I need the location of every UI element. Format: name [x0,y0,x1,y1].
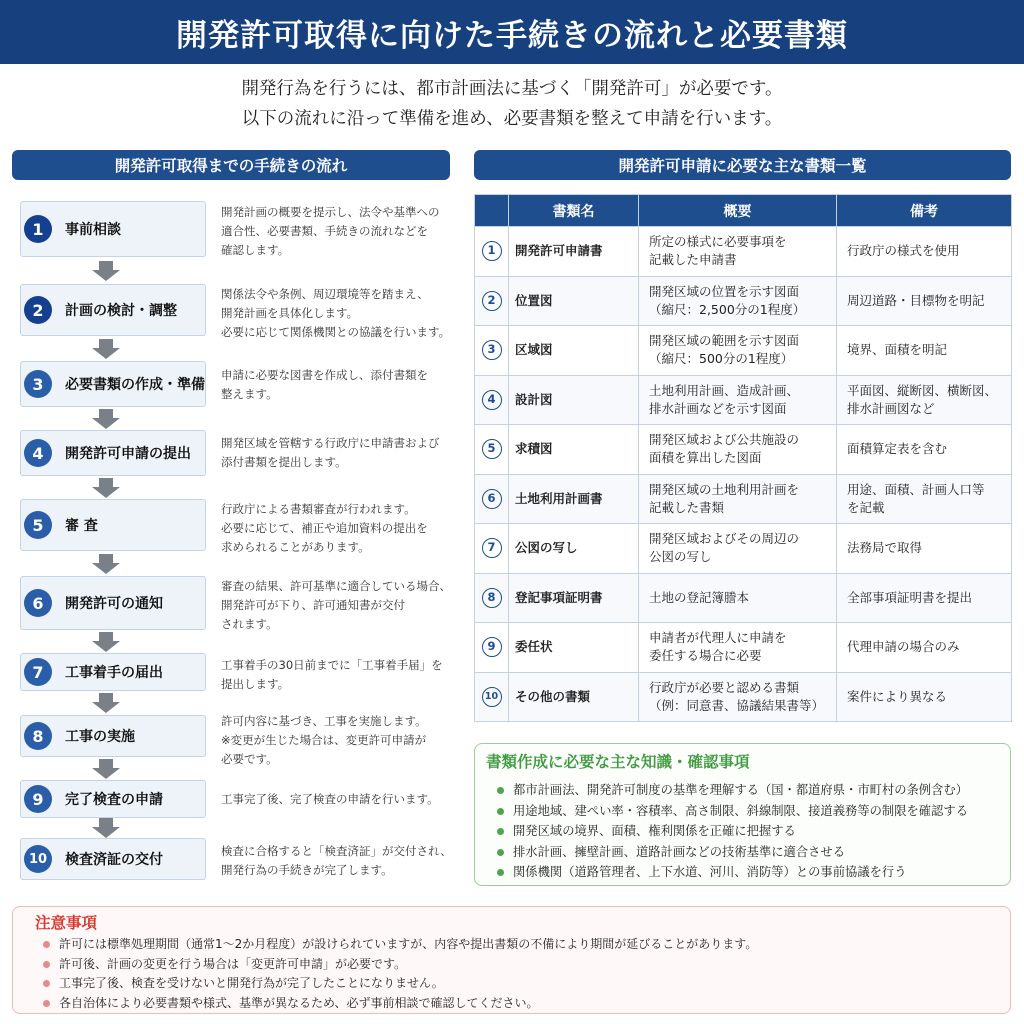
document-name-cell: 設計図 [509,375,639,425]
row-number-badge: 10 [482,687,502,707]
table-row [475,672,1012,722]
summary-line: （縮尺：500分の1程度） [649,351,794,367]
step-description-line: 関係法令や条例、周辺環境等を踏まえ、 [221,287,429,301]
summary-line: （縮尺：2,500分の1程度） [649,301,806,317]
page-header [0,0,1024,64]
caution-item: 各自治体により必要書類や様式、基準が異なるため、必ず事前相談で確認してください。 [43,994,757,1014]
step-description [221,656,457,694]
flow-arrow-icon [92,339,120,359]
step-description-line: 工事着手の30日前までに「工事着手届」を [221,658,443,672]
flow-arrow-icon [92,693,120,713]
step-description-line: ※変更が生じた場合は、変更許可申請が [221,733,427,747]
document-note-cell [837,474,1012,524]
summary-line: 排水計画などを示す図面 [649,400,787,416]
row-number-cell [475,326,509,376]
summary-line: 開発区域の位置を示す図面 [649,283,800,299]
note-line: 案件により異なる [847,688,948,704]
note-line: 代理申請の場合のみ [847,639,960,655]
step-description-line: 必要に応じて関係機関との協議を行います。 [221,325,451,339]
intro-text [0,74,1024,134]
row-number-badge: 2 [482,291,502,311]
step-description-line: 開発区域を管轄する行政庁に申請書および [221,436,440,450]
row-number-badge: 1 [482,241,502,261]
column-header-note: 備考 [837,195,1012,227]
step-number-badge: 9 [24,785,52,813]
note-line: 周辺道路・目標物を明記 [847,292,985,308]
row-number-badge: 4 [482,390,502,410]
row-number-cell [475,672,509,722]
document-name-cell: 区域図 [509,326,639,376]
note-line: 面積算定表を含む [847,441,948,457]
table-row [475,623,1012,673]
flow-step-9 [20,780,206,818]
document-note-cell [837,623,1012,673]
document-note-cell [837,672,1012,722]
knowledge-list [497,780,968,883]
summary-line: 申請者が代理人に申請を [649,630,787,646]
step-label: 完了検査の申請 [65,792,163,808]
step-description [221,842,457,880]
flow-step-6 [20,576,206,630]
row-number-badge: 9 [482,637,502,657]
table-row [475,375,1012,425]
step-description-line: 添付書類を提出します。 [221,455,347,469]
step-description-line: 開発計画を具体化します。 [221,306,359,320]
summary-line: 委任する場合に必要 [649,648,762,664]
step-number-badge: 3 [24,370,52,398]
flow-arrow-icon [92,261,120,281]
flow-arrow-icon [92,554,120,574]
caution-item: 許可後、計画の変更を行う場合は「変更許可申請」が必要です。 [43,955,757,975]
documents-section-heading: 開発許可申請に必要な主な書類一覧 [474,150,1011,180]
document-note-cell [837,573,1012,623]
flow-step-8 [20,715,206,757]
document-name-cell: 登記事項証明書 [509,573,639,623]
summary-line: 開発区域の土地利用計画を [649,481,800,497]
document-name-cell: 委任状 [509,623,639,673]
step-description [221,577,457,634]
step-description-line: 申請に必要な図書を作成し、添付書類を [221,368,428,382]
page-title: 開発許可取得に向けた手続きの流れと必要書類 [176,17,848,54]
documents-table [474,194,1012,722]
document-summary-cell [639,623,837,673]
step-description [221,500,457,557]
note-line: 全部事項証明書を提出 [847,589,973,605]
row-number-badge: 8 [482,588,502,608]
step-description [221,366,457,404]
document-note-cell [837,375,1012,425]
flow-step-3 [20,361,206,407]
knowledge-item: 用途地域、建ぺい率・容積率、高さ制限、斜線制限、接道義務等の制限を確認する [497,801,968,822]
step-label: 必要書類の作成・準備 [65,377,205,393]
step-description [221,790,457,809]
table-row [475,524,1012,574]
step-description-line: 開発許可が下り、許可通知書が交付 [221,598,405,612]
table-row [475,474,1012,524]
summary-line: 土地の登記簿謄本 [649,589,750,605]
step-label: 計画の検討・調整 [65,303,177,319]
row-number-badge: 7 [482,538,502,558]
flow-arrow-icon [92,632,120,652]
step-number-badge: 5 [24,511,52,539]
knowledge-item: 都市計画法、開発許可制度の基準を理解する（国・都道府県・市町村の条例含む） [497,780,968,801]
flow-arrow-icon [92,759,120,779]
note-line: 境界、面積を明記 [847,342,948,358]
step-description-line: 確認します。 [221,243,290,257]
step-number-badge: 7 [24,658,52,686]
document-summary-cell [639,276,837,326]
row-number-badge: 5 [482,439,502,459]
flow-section-heading: 開発許可取得までの手続きの流れ [12,150,450,180]
flow-step-4 [20,430,206,476]
row-number-cell [475,425,509,475]
caution-item: 工事完了後、検査を受けないと開発行為が完了したことになりません。 [43,974,757,994]
note-line: を記載 [847,499,885,515]
step-number-badge: 4 [24,439,52,467]
flow-step-10 [20,838,206,880]
step-number-badge: 2 [24,296,52,324]
step-number-badge: 1 [24,215,52,243]
step-description-line: されます。 [221,617,278,631]
row-number-cell [475,573,509,623]
step-description-line: 必要に応じて、補正や追加資料の提出を [221,521,428,535]
step-label: 工事の実施 [65,729,135,745]
step-description-line: 整えます。 [221,387,278,401]
table-row [475,227,1012,277]
step-description [221,285,457,342]
column-header-name: 書類名 [509,195,639,227]
step-description-line: 審査の結果、許可基準に適合している場合、 [221,579,451,593]
summary-line: 開発区域およびその周辺の [649,531,800,547]
document-note-cell [837,524,1012,574]
row-number-cell [475,227,509,277]
step-description-line: 開発計画の概要を提示し、法令や基準への [221,205,440,219]
step-description-line: 工事完了後、完了検査の申請を行います。 [221,792,439,806]
step-description-line: 行政庁による書類審査が行われます。 [221,502,416,516]
document-name-cell: 開発許可申請書 [509,227,639,277]
step-description-line: 開発行為の手続きが完了します。 [221,863,393,877]
table-row [475,276,1012,326]
step-label: 開発許可申請の提出 [65,446,191,462]
row-number-cell [475,474,509,524]
step-label: 事前相談 [65,222,121,238]
step-description-line: 適合性、必要書類、手続きの流れなどを [221,224,428,238]
step-number-badge: 8 [24,722,52,750]
note-line: 平面図、縦断図、横断図、 [847,382,998,398]
document-note-cell [837,425,1012,475]
caution-heading: 注意事項 [35,914,98,932]
step-description [221,434,457,472]
flow-step-1 [20,201,206,257]
step-description-line: 検査に合格すると「検査済証」が交付され、 [221,844,452,858]
step-label: 工事着手の届出 [65,665,163,681]
note-line: 用途、面積、計画人口等 [847,481,985,497]
table-row [475,425,1012,475]
step-label: 検査済証の交付 [65,852,163,868]
flow-arrow-icon [92,409,120,429]
table-row [475,326,1012,376]
summary-line: 所定の様式に必要事項を [649,234,787,250]
caution-list [43,935,757,1013]
step-description [221,203,457,260]
summary-line: 開発区域および公共施設の [649,432,800,448]
row-number-badge: 3 [482,340,502,360]
summary-line: 記載した書類 [649,499,725,515]
step-description-line: 求められることがあります。 [221,540,370,554]
step-description-line: 必要です。 [221,752,278,766]
summary-line: 土地利用計画、造成計画、 [649,382,800,398]
knowledge-item: 排水計画、擁壁計画、道路計画などの技術基準に適合させる [497,842,968,863]
document-name-cell: 求積図 [509,425,639,475]
row-number-cell [475,524,509,574]
column-header-summary: 概要 [639,195,837,227]
step-number-badge: 6 [24,589,52,617]
flow-step-2 [20,284,206,336]
flow-step-7 [20,653,206,691]
knowledge-box [474,743,1011,886]
document-name-cell: その他の書類 [509,672,639,722]
row-number-cell [475,276,509,326]
document-name-cell: 土地利用計画書 [509,474,639,524]
document-name-cell: 公図の写し [509,524,639,574]
intro-line-1: 開発行為を行うには、都市計画法に基づく「開発許可」が必要です。 [241,79,783,99]
document-summary-cell [639,474,837,524]
summary-line: （例：同意書、協議結果書等） [649,697,825,713]
document-note-cell [837,276,1012,326]
document-name-cell: 位置図 [509,276,639,326]
row-number-cell [475,375,509,425]
step-description [221,712,457,769]
table-header-blank [475,195,509,227]
step-description-line: 許可内容に基づき、工事を実施します。 [221,714,427,728]
flow-arrow-icon [92,478,120,498]
document-note-cell [837,227,1012,277]
summary-line: 記載した申請書 [649,252,737,268]
row-number-cell [475,623,509,673]
document-note-cell [837,326,1012,376]
knowledge-item: 関係機関（道路管理者、上下水道、河川、消防等）との事前協議を行う [497,862,968,883]
flow-step-5 [20,499,206,551]
table-row [475,573,1012,623]
document-summary-cell [639,227,837,277]
step-number-badge: 10 [24,845,52,873]
document-summary-cell [639,425,837,475]
summary-line: 行政庁が必要と認める書類 [649,679,800,695]
document-summary-cell [639,375,837,425]
note-line: 行政庁の様式を使用 [847,243,960,259]
document-summary-cell [639,524,837,574]
step-label: 開発許可の通知 [65,596,163,612]
summary-line: 開発区域の範囲を示す図面 [649,333,800,349]
flow-arrow-icon [92,818,120,838]
note-line: 排水計画図など [847,400,935,416]
knowledge-item: 開発区域の境界、面積、権利関係を正確に把握する [497,821,968,842]
intro-line-2: 以下の流れに沿って準備を進め、必要書類を整えて申請を行います。 [241,109,783,129]
caution-item: 許可には標準処理期間（通常1〜2か月程度）が設けられていますが、内容や提出書類の不備により期間が延びることがあります。 [43,935,757,955]
step-description-line: 提出します。 [221,677,290,691]
row-number-badge: 6 [482,489,502,509]
knowledge-heading: 書類作成に必要な主な知識・確認事項 [486,753,750,771]
note-line: 法務局で取得 [847,540,923,556]
summary-line: 面積を算出した図面 [649,450,762,466]
table-header-row [475,195,1012,227]
document-summary-cell [639,672,837,722]
summary-line: 公図の写し [649,549,712,565]
document-summary-cell [639,573,837,623]
step-label: 審 査 [65,518,98,534]
document-summary-cell [639,326,837,376]
caution-box [12,906,1011,1014]
